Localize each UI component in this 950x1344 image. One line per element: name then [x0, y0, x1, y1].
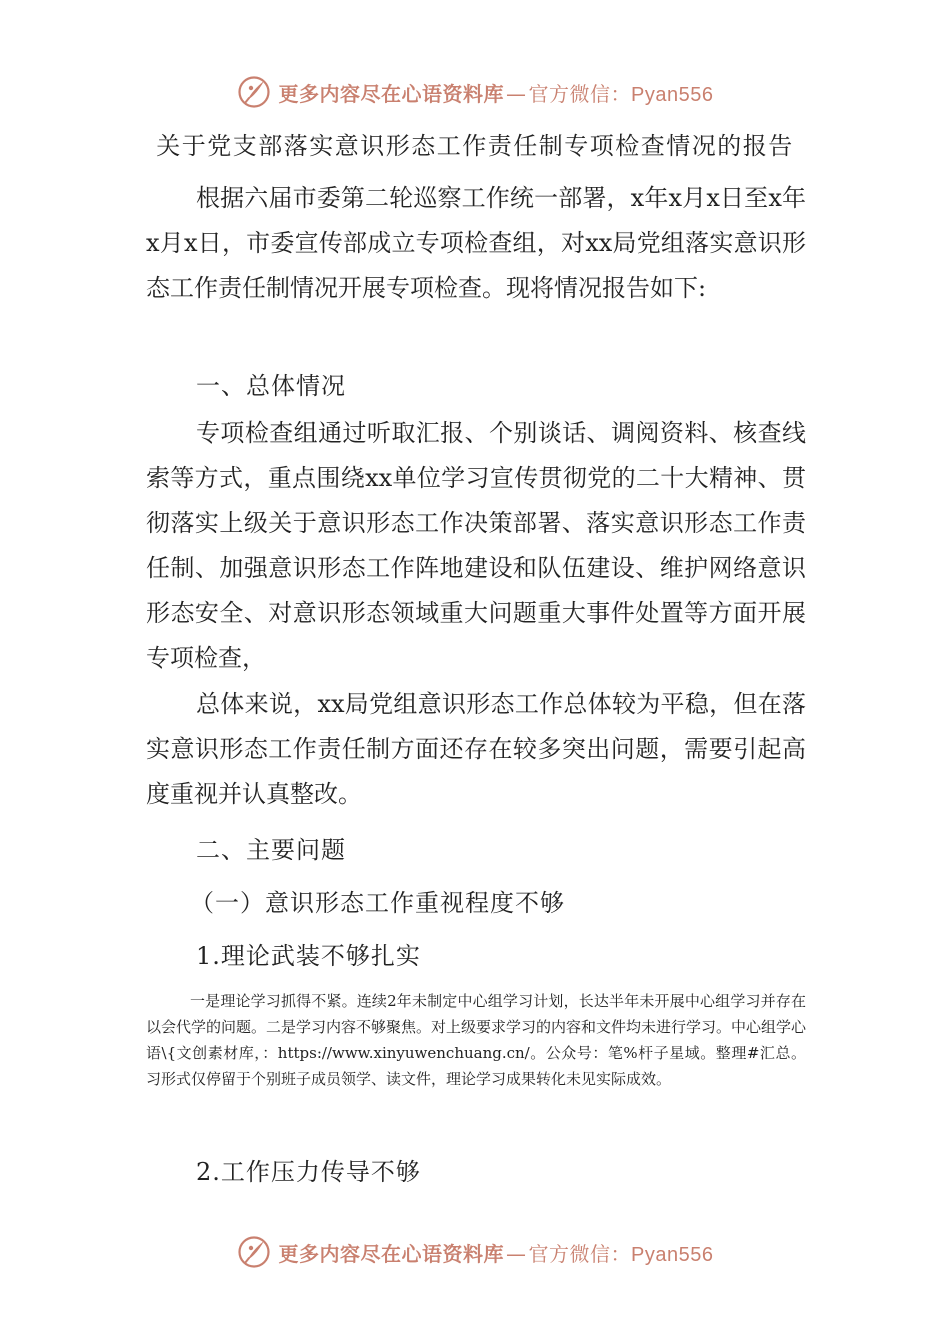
banner-text — [279, 1238, 714, 1267]
item-heading-2: 2.工作压力传导不够 — [196, 1158, 421, 1186]
banner-main-text: 更多内容尽在心语资料库 — [278, 81, 505, 106]
section-heading-problems: 二、主要问题 — [196, 836, 346, 864]
banner-main-text: 更多内容尽在心语资料库 — [278, 1241, 505, 1266]
banner-wechat-id: Pyan556 — [631, 83, 714, 106]
item-1-body: 一是理论学习抓得不紧。连续2年未制定中心组学习计划，长达半年未开展中心组学习并存在以会代学的问题。二是学习内容不够聚焦。对上级要求学习的内容和文件均未进行学习。中心组学心语\{文创素材库，：https://www.xinyuwenchuang.cn/。公众号：笔%杆子星域。整理#汇总。习形式仅停留于个别班子成员领学、读文件，理论学习成果转化未见实际成效。 — [146, 992, 807, 1088]
item-heading-1: 1.理论武装不够扎实 — [196, 942, 421, 970]
footer-banner — [0, 1232, 950, 1272]
banner-wechat-label: 官方微信： — [528, 1241, 632, 1266]
quill-pen-circle-icon — [237, 75, 271, 109]
banner-separator: — — [506, 1241, 527, 1266]
header-banner — [0, 72, 950, 112]
section-heading-overview: 一、总体情况 — [196, 372, 346, 400]
subsection-heading-1: （一）意识形态工作重视程度不够 — [190, 889, 565, 917]
intro-paragraph: 根据六届市委第二轮巡察工作统一部署，x年x月x日至x年x月x日，市委宣传部成立专项检查组，对xx局党组落实意识形态工作责任制情况开展专项检查。现将情况报告如下: — [146, 184, 806, 302]
banner-wechat-label: 官方微信： — [528, 81, 632, 106]
overview-paragraph-2: 总体来说，xx局党组意识形态工作总体较为平稳，但在落实意识形态工作责任制方面还存在较多突出问题，需要引起高度重视并认真整改。 — [146, 690, 806, 808]
banner-wechat-id: Pyan556 — [631, 1243, 714, 1266]
quill-pen-circle-icon — [237, 1235, 271, 1269]
banner-separator: — — [506, 81, 527, 106]
banner-text — [279, 78, 714, 107]
document-title: 关于党支部落实意识形态工作责任制专项检查情况的报告 — [156, 132, 794, 160]
overview-paragraph-1: 专项检查组通过听取汇报、个别谈话、调阅资料、核查线索等方式，重点围绕xx单位学习宣传贯彻党的二十大精神、贯彻落实上级关于意识形态工作决策部署、落实意识形态工作责任制、加强意识形态工作阵地建设和队伍建设、维护网络意识形态安全、对意识形态领域重大问题重大事件处置等方面开展专项检查， — [146, 419, 806, 672]
